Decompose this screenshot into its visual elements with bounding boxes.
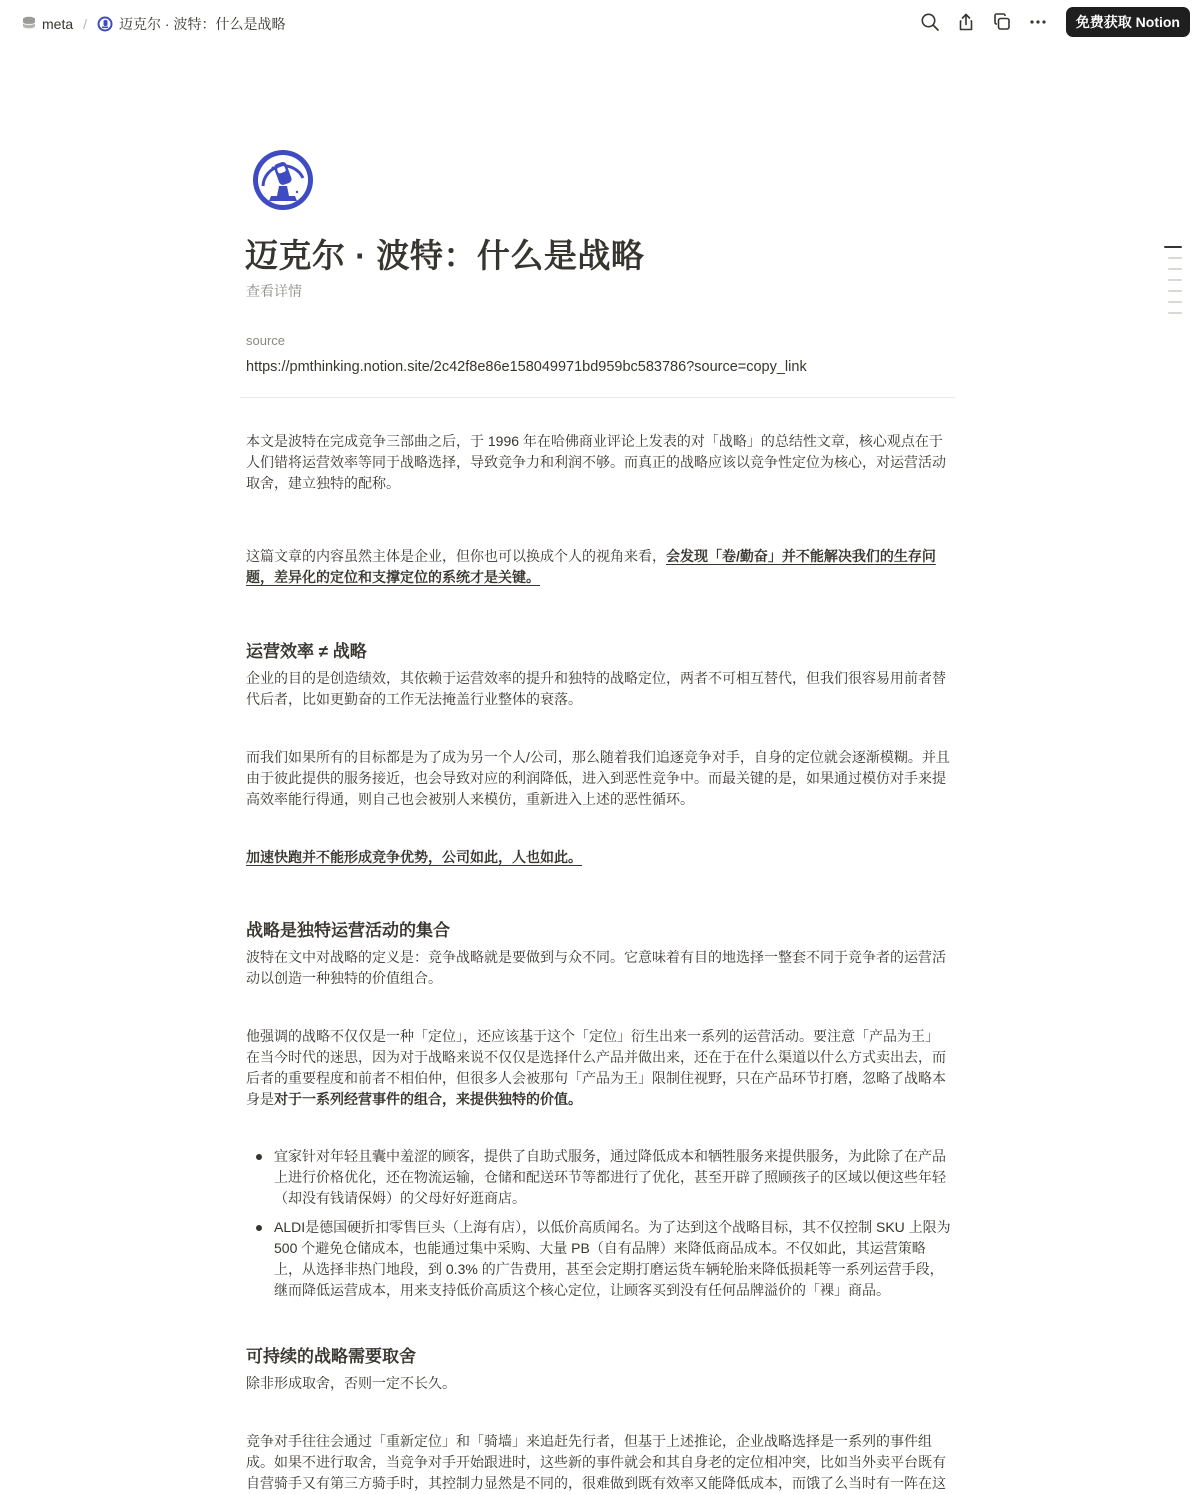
more-button[interactable] [1022,7,1054,37]
paragraph-emphasis: 加速快跑并不能形成竞争优势，公司如此，人也如此。 [246,849,582,865]
heading-tradeoffs: 可持续的战略需要取舍 [246,1347,416,1366]
outline-tick[interactable] [1168,290,1182,292]
duplicate-icon [992,12,1012,32]
page-outline[interactable] [1164,246,1182,323]
properties-divider [240,397,955,398]
breadcrumb-separator: / [83,16,88,32]
property-label-source: source [246,333,286,348]
heading-strategy-activities: 战略是独特运营活动的集合 [246,921,450,940]
share-icon [956,12,976,32]
breadcrumb-workspace-label: meta [42,16,74,32]
paragraph-emphasis: 会发现「卷/勤奋」并不能解决我们的生存问题，差异化的定位和支撑定位的系统才是关键。 [246,548,936,585]
search-button[interactable] [914,7,946,37]
paragraph-s2-2 [246,1026,952,1110]
paragraph-text: 这篇文章的内容虽然主体是企业，但你也可以换成个人的视角来看， [246,548,666,564]
page-emoji-icon [97,16,113,32]
page-content [246,431,952,1494]
bulleted-list [246,1146,952,1301]
paragraph-emphasis: 对于一系列经营事件的组合，来提供独特的价值。 [274,1091,582,1107]
paragraph-s1-2: 而我们如果所有的目标都是为了成为另一个人/公司，那么随着我们追逐竞争对手，自身的定位就会逐渐模糊。并且由于彼此提供的服务接近，也会导致对应的利润降低，进入到恶性竞争中。而最关键的是，如果通过模仿对手来提高效率能行得通，则自己也会被别人来模仿，重新进入上述的恶性循环。 [246,749,950,807]
list-item-aldi: ALDI是德国硬折扣零售巨头（上海有店），以低价高质闻名。为了达到这个战略目标，其不仅控制 SKU 上限为 500 个避免仓储成本，也能通过集中采购、大量 PB（自有品牌）来降低商品成本。不仅如此，其运营策略上，从选择非热门地段，到 0.3% 的广告费用，甚至会定期打磨运货车辆轮胎来降低损耗等一系列运营手段，继而降低运营成本，用来支持低价高质这个核心定位，让顾客买到没有任何品牌溢价的「裸」商品。 [274,1217,952,1301]
list-item-ikea: 宜家针对年轻且囊中羞涩的顾客，提供了自助式服务，通过降低成本和牺牲服务来提供服务，为此除了在产品上进行价格优化，还在物流运输，仓储和配送环节等都进行了优化，甚至开辟了照顾孩子的区域以便这些年轻（却没有钱请保姆）的父母好好逛商店。 [274,1146,952,1209]
paragraph-text: 他强调的战略不仅仅是一种「定位」，还应该基于这个「定位」衍生出来一系列的运营活动。要注意「产品为王」在当今时代的迷思，因为对于战略来说不仅仅是选择什么产品并做出来，还在于在什么渠道以什么方式卖出去，而后者的重要程度和前者不相伯仲，但很多人会被那句「产品为王」限制住视野，只在产品环节打磨，忽略了战略本身是 [246,1028,946,1107]
paragraph-s1-1: 企业的目的是创造绩效，其依赖于运营效率的提升和独特的战略定位，两者不可相互替代，但我们很容易用前者替代后者，比如更勤奋的工作无法掩盖行业整体的衰落。 [246,670,946,707]
paragraph-s3-1: 除非形成取舍，否则一定不长久。 [246,1375,456,1391]
outline-tick[interactable] [1168,312,1182,314]
page-title: 迈克尔 · 波特：什么是战略 [245,237,645,274]
breadcrumb [18,12,289,36]
breadcrumb-page-label: 迈克尔 · 波特：什么是战略 [119,16,286,32]
search-icon [920,12,940,32]
heading-efficiency-not-strategy: 运营效率 ≠ 战略 [246,642,367,661]
property-value-source[interactable]: https://pmthinking.notion.site/2c42f8e86e158049971bd959bc583786?source=copy_link [246,359,807,375]
breadcrumb-workspace[interactable] [18,14,77,34]
paragraph-s2-1: 波特在文中对战略的定义是：竞争战略就是要做到与众不同。它意味着有目的地选择一整套不同于竞争者的运营活动以创造一种独特的价值组合。 [246,949,946,986]
outline-tick[interactable] [1168,257,1182,259]
more-icon [1028,12,1048,32]
duplicate-button[interactable] [986,7,1018,37]
outline-tick[interactable] [1168,301,1182,303]
paragraph-s1-3 [246,847,952,868]
share-button[interactable] [950,7,982,37]
view-details-link[interactable]: 查看详情 [246,283,302,299]
top-bar [0,0,1200,44]
outline-tick[interactable] [1164,246,1182,248]
outline-tick[interactable] [1168,279,1182,281]
breadcrumb-page[interactable] [93,12,289,36]
paragraph-individual-view [246,546,952,588]
database-icon [22,16,36,32]
outline-tick[interactable] [1168,268,1182,270]
page-icon[interactable] [251,148,315,212]
paragraph-intro: 本文是波特在完成竞争三部曲之后，于 1996 年在哈佛商业评论上发表的对「战略」的总结性文章，核心观点在于人们错将运营效率等同于战略选择，导致竞争力和利润不够。而真正的战略应该以竞争性定位为核心，对运营活动取舍，建立独特的配称。 [246,433,946,491]
toolbar-actions [914,7,1190,37]
get-notion-button[interactable]: 免费获取 Notion [1066,7,1190,37]
paragraph-s3-2: 竞争对手往往会通过「重新定位」和「骑墙」来追赶先行者，但基于上述推论，企业战略选择是一系列的事件组成。如果不进行取舍，当竞争对手开始跟进时，这些新的事件就会和其自身老的定位相冲突，比如当外卖平台既有自营骑手又有第三方骑手时，其控制力显然是不同的，很难做到既有效率又能降低成本，而饿了么当时有一阵在这 [246,1433,946,1491]
